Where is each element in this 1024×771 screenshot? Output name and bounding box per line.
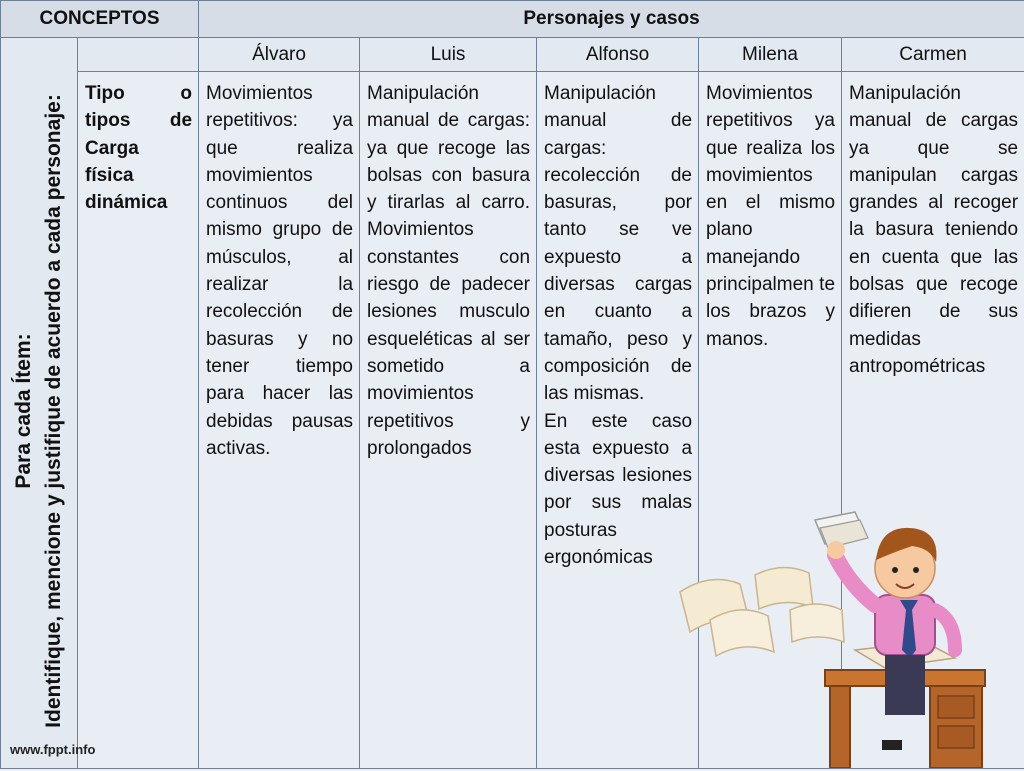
character-carmen: Carmen (842, 38, 1024, 72)
blank-header-cell (78, 38, 199, 72)
cell-carmen-text: Manipulación manual de cargas ya que se manipulan cargas grandes al recoger la basura teniendo en cuenta que las bolsas que recoge difieren de sus medidas antropométricas (849, 83, 1019, 377)
header-personajes: Personajes y casos (199, 1, 1024, 38)
flying-papers (680, 512, 868, 656)
cell-alfonso-part1: Manipulación manual de cargas: recolección de basuras, por tanto se ve expuesto a diversas cargas en cuanto a tamaño, peso y composición de las mismas. (544, 83, 693, 405)
character-luis: Luis (360, 38, 537, 72)
cell-alvaro (199, 72, 360, 769)
cell-alfonso-part2: En este caso esta expuesto a diversas lesiones por sus malas posturas ergonómicas (544, 410, 693, 569)
cell-luis-text: Manipulación manual de cargas: ya que recoge las bolsas con basura y tirarlas al carro. Movimientos constantes con riesgo de padecer lesiones musculo esqueléticas al ser sometido a movimientos repetitivos y prolongados (367, 83, 531, 459)
cell-alvaro-text: Movimientos repetitivos: ya que realiza movimientos continuos del mismo grupo de músculos, al realizar la recolección de basuras y no tener tiempo para hacer las debidas pausas activas. (206, 83, 354, 459)
header-conceptos: CONCEPTOS (1, 1, 199, 38)
concept-cell (78, 72, 199, 769)
watermark: www.fppt.info (10, 742, 96, 757)
character-alvaro: Álvaro (199, 38, 360, 72)
side-label-line2: Identifique, mencione y justifique de acuerdo a cada personaje: (42, 94, 65, 728)
concept-text: Tipo o tipos de Carga física dinámica (85, 83, 193, 214)
office-worker-illustration (640, 500, 1024, 768)
cell-milena-text: Movimientos repetitivos ya que realiza los movimientos en el mismo plano manejando principalmen te los brazos y manos. (706, 83, 836, 350)
side-label-line1: Para cada Ítem: (12, 333, 35, 489)
cell-luis (360, 72, 537, 769)
character-milena: Milena (699, 38, 842, 72)
side-label-cell (1, 38, 78, 769)
cell-alfonso-text (537, 72, 698, 571)
character-alfonso: Alfonso (537, 38, 699, 72)
side-label (9, 51, 69, 771)
